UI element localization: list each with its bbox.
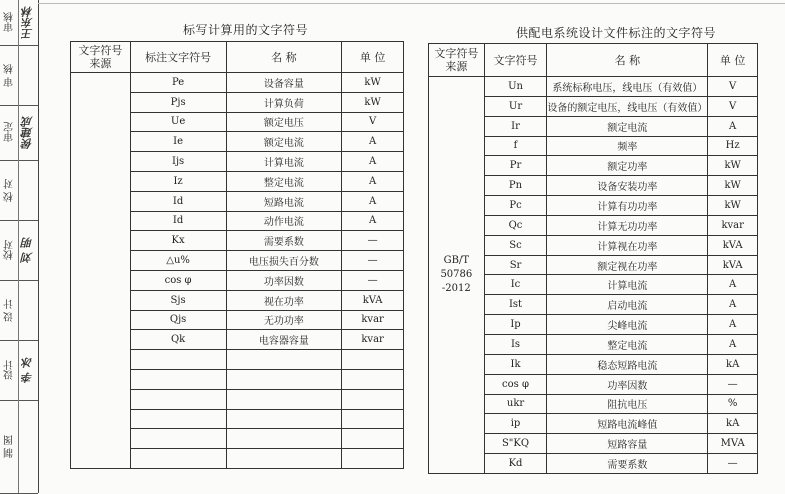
header-name: 名 称 [226, 42, 342, 73]
sidebar-label: 设计 [4, 360, 16, 380]
header-unit: 单 位 [342, 42, 404, 73]
cell-name [226, 369, 342, 389]
header-symbol: 标注文字符号 [130, 42, 226, 73]
cell-name: 尖峰电流 [547, 315, 708, 335]
cell-name: 额定视在功率 [547, 255, 708, 275]
cell-symbol: Qk [130, 330, 226, 350]
cell-name: 动作电流 [226, 211, 342, 231]
cell-unit: kW [342, 73, 404, 93]
cell-symbol [130, 350, 226, 370]
cell-unit: kW [708, 176, 758, 196]
cell-symbol: Sr [484, 255, 547, 275]
sidebar-cell [0, 45, 38, 106]
cell-symbol [130, 369, 226, 389]
cell-name: 计算负荷 [226, 92, 342, 112]
cell-unit: A [342, 132, 404, 152]
cell-symbol: Sjs [130, 290, 226, 310]
header-name: 名 称 [547, 44, 708, 77]
cell-symbol: △u% [130, 251, 226, 271]
cell-symbol: Qjs [130, 310, 226, 330]
sidebar-cell [0, 400, 38, 494]
sidebar-divider [18, 0, 19, 45]
cell-unit: — [708, 374, 758, 394]
cell-name: 计算电流 [547, 275, 708, 295]
cell-name: 无功功率 [226, 310, 342, 330]
cell-symbol: Pc [484, 196, 547, 216]
cell-unit: A [708, 315, 758, 335]
cell-name [226, 429, 342, 449]
cell-name: 额定电流 [226, 132, 342, 152]
sidebar-signature: 刘 明 [21, 237, 34, 263]
cell-unit: V [708, 77, 758, 97]
cell-name [226, 409, 342, 429]
cell-symbol [130, 429, 226, 449]
sidebar-signature [20, 280, 36, 340]
cell-unit: — [342, 270, 404, 290]
sidebar-divider [18, 340, 19, 400]
cell-symbol: Ist [484, 295, 547, 315]
cell-symbol: Pn [484, 176, 547, 196]
cell-name: 设备的额定电压，线电压（有效值） [547, 96, 708, 116]
cell-unit [342, 389, 404, 409]
cell-symbol: Ur [484, 96, 547, 116]
cell-symbol: Iz [130, 171, 226, 191]
header-symbol: 文字符号 [484, 44, 547, 77]
left-table-title: 标写计算用的文字符号 [183, 23, 309, 37]
sidebar-signature [20, 160, 36, 220]
cell-unit: kW [708, 196, 758, 216]
sidebar-cell [0, 105, 38, 161]
cell-symbol: Pe [130, 73, 226, 93]
sidebar-divider [18, 160, 19, 220]
cell-unit: — [342, 251, 404, 271]
sidebar-cell [0, 160, 38, 221]
cell-name: 整定电流 [226, 171, 342, 191]
sidebar-divider [18, 400, 19, 493]
cell-name: 短路电流峰值 [547, 414, 708, 434]
cell-unit: kW [342, 92, 404, 112]
cell-symbol: Ip [484, 315, 547, 335]
cell-unit [342, 350, 404, 370]
source-standard: GB/T 50786 -2012 [429, 77, 485, 474]
cell-name: 启动电流 [547, 295, 708, 315]
cell-unit: A [342, 211, 404, 231]
cell-unit: kW [708, 156, 758, 176]
cell-symbol: S"KQ [484, 434, 547, 454]
cell-name: 短路电流 [226, 191, 342, 211]
cell-unit: A [708, 295, 758, 315]
header-source: 文字符号 来源 [429, 44, 485, 77]
cell-name: 稳态短路电流 [547, 354, 708, 374]
sidebar-cell [0, 280, 38, 341]
header-unit: 单 位 [708, 44, 758, 77]
cell-unit: kVA [342, 290, 404, 310]
sidebar-label: 设 计 [4, 298, 16, 322]
cell-name: 额定功率 [547, 156, 708, 176]
cell-name: 额定电流 [547, 116, 708, 136]
cell-symbol: ip [484, 414, 547, 434]
cell-name: 系统标称电压，线电压（有效值） [547, 77, 708, 97]
header-source: 文字符号 来源 [71, 42, 131, 73]
cell-unit: MVA [708, 434, 758, 454]
top-border-line [38, 3, 785, 4]
sidebar-label: 制 图 [4, 434, 16, 459]
cell-unit: kvar [342, 330, 404, 350]
sidebar-signature: 侯建成 [21, 116, 34, 149]
cell-symbol: Un [484, 77, 547, 97]
cell-unit [342, 409, 404, 429]
table-row [429, 77, 758, 97]
sidebar-divider [18, 45, 19, 105]
cell-symbol: Ir [484, 116, 547, 136]
cell-name [226, 449, 342, 469]
design-file-symbols-table [428, 43, 758, 474]
cell-unit: kA [708, 414, 758, 434]
cell-symbol: Pr [484, 156, 547, 176]
sidebar-label: 审 核 [4, 63, 16, 87]
cell-name: 功率因数 [226, 270, 342, 290]
cell-unit: V [708, 96, 758, 116]
cell-name: 设备安装功率 [547, 176, 708, 196]
cell-unit: A [708, 275, 758, 295]
cell-unit: A [342, 171, 404, 191]
cell-unit: A [342, 191, 404, 211]
cell-symbol: cos φ [130, 270, 226, 290]
cell-symbol: Id [130, 211, 226, 231]
cell-name: 阻抗电压 [547, 394, 708, 414]
cell-name: 设备容量 [226, 73, 342, 93]
sidebar-label: 审定 [4, 122, 16, 143]
cell-symbol: Id [130, 191, 226, 211]
cell-name: 功率因数 [547, 374, 708, 394]
cell-name [226, 389, 342, 409]
sidebar-divider [18, 220, 19, 280]
cell-name: 计算视在功率 [547, 235, 708, 255]
sidebar-divider [18, 105, 19, 160]
cell-symbol: Qc [484, 215, 547, 235]
cell-name: 需要系数 [226, 231, 342, 251]
cell-name: 计算电流 [226, 152, 342, 172]
sidebar-cell [0, 220, 38, 281]
sidebar-cell [0, 0, 38, 46]
calculation-symbols-table [70, 41, 404, 469]
cell-name: 整定电流 [547, 334, 708, 354]
cell-symbol: Kd [484, 454, 547, 474]
sidebar-label: 校对 [4, 240, 16, 260]
cell-symbol: f [484, 136, 547, 156]
cell-name: 电容器容量 [226, 330, 342, 350]
cell-unit: Hz [708, 136, 758, 156]
cell-name: 频率 [547, 136, 708, 156]
cell-name: 电压损失百分数 [226, 251, 342, 271]
sidebar-cell [0, 340, 38, 401]
sidebar-signature: 李 冰 [21, 357, 34, 383]
cell-symbol: cos φ [484, 374, 547, 394]
cell-symbol: Ijs [130, 152, 226, 172]
cell-symbol: Is [484, 334, 547, 354]
cell-symbol: Ie [130, 132, 226, 152]
cell-symbol: Sc [484, 235, 547, 255]
cell-symbol: Pjs [130, 92, 226, 112]
cell-name: 额定电压 [226, 112, 342, 132]
cell-symbol: Ue [130, 112, 226, 132]
cell-unit: kA [708, 354, 758, 374]
cell-symbol [130, 409, 226, 429]
cell-symbol [130, 449, 226, 469]
cell-unit: kvar [708, 215, 758, 235]
cell-symbol: Ic [484, 275, 547, 295]
sidebar-label: 校 对 [4, 178, 16, 202]
right-table-title: 供配电系统设计文件标注的文字符号 [516, 26, 717, 40]
sidebar-signature: 王东林 [21, 6, 34, 39]
cell-unit: kVA [708, 235, 758, 255]
cell-name [226, 350, 342, 370]
cell-unit: A [708, 116, 758, 136]
cell-unit: V [342, 112, 404, 132]
sidebar-divider [18, 280, 19, 340]
cell-symbol [130, 389, 226, 409]
cell-unit: A [708, 334, 758, 354]
cell-symbol: ukr [484, 394, 547, 414]
cell-unit: % [708, 394, 758, 414]
cell-name: 短路容量 [547, 434, 708, 454]
cell-unit: — [342, 231, 404, 251]
cell-unit [342, 369, 404, 389]
title-block-sidebar [0, 0, 39, 493]
sidebar-signature [20, 400, 36, 493]
cell-symbol: Kx [130, 231, 226, 251]
table-row [71, 73, 404, 93]
cell-unit: — [708, 454, 758, 474]
cell-symbol: Ik [484, 354, 547, 374]
sidebar-label: 审核 [4, 12, 16, 33]
cell-name: 视在功率 [226, 290, 342, 310]
cell-name: 计算无功功率 [547, 215, 708, 235]
cell-name: 需要系数 [547, 454, 708, 474]
cell-unit: A [342, 152, 404, 172]
cell-unit [342, 449, 404, 469]
sidebar-signature [20, 45, 36, 105]
source-cell [71, 73, 131, 469]
cell-unit [342, 429, 404, 449]
cell-name: 计算有功功率 [547, 196, 708, 216]
cell-unit: kVA [708, 255, 758, 275]
cell-unit: kvar [342, 310, 404, 330]
